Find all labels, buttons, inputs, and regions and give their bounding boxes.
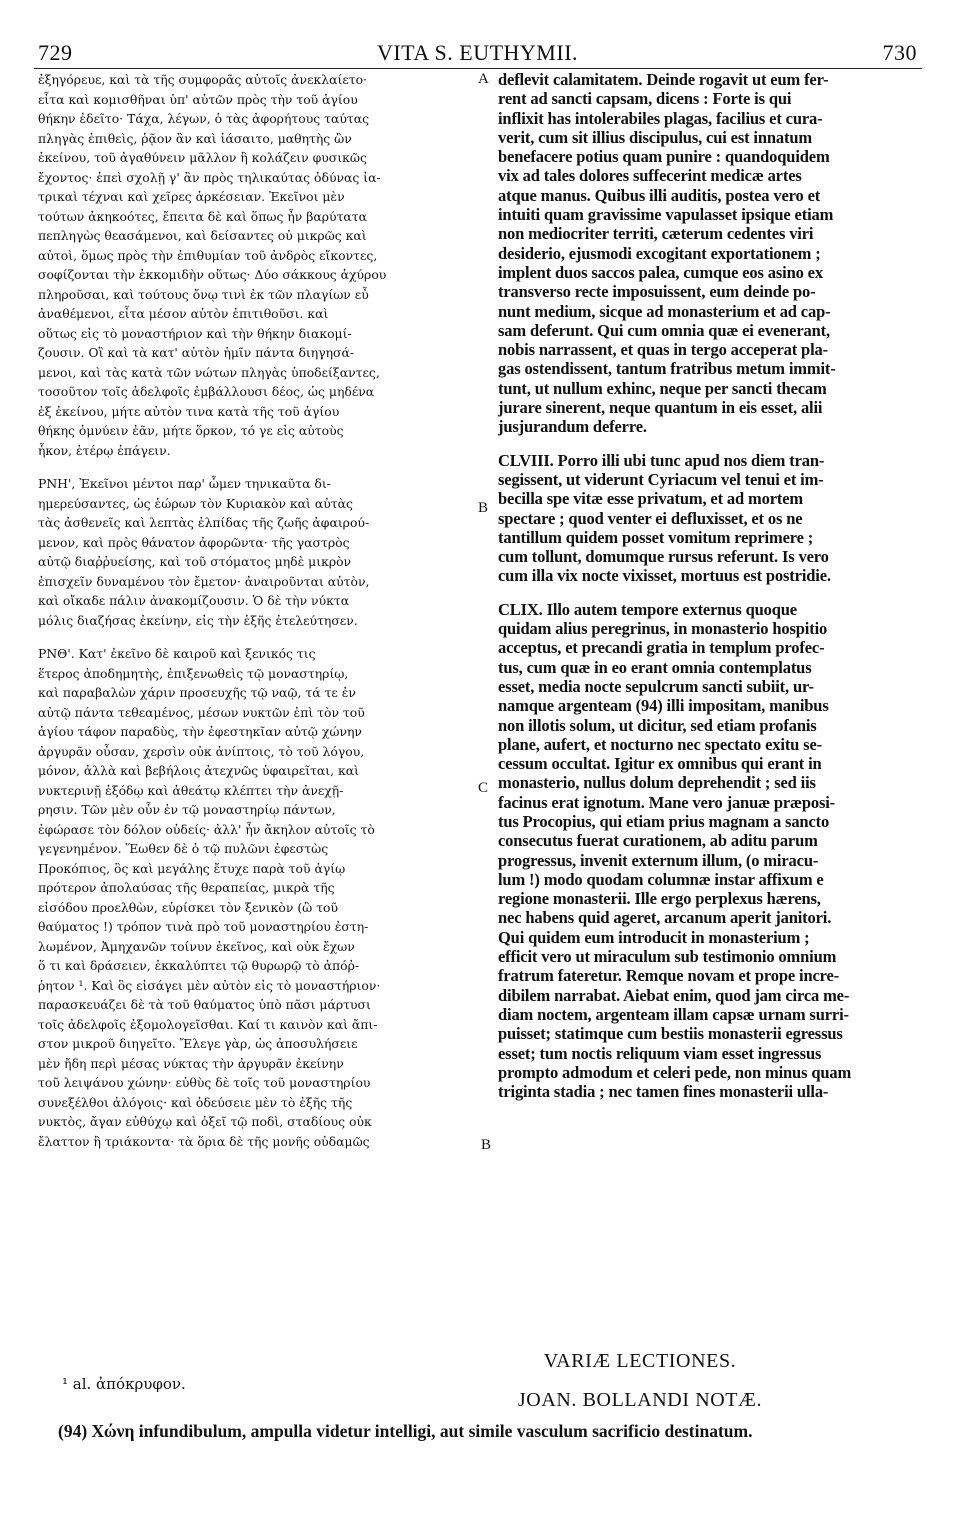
variae-lectiones-heading: VARIÆ LECTIONES. [543, 1350, 737, 1372]
latin-line: segissent, ut viderunt Cyriacum vel tenui et im- [498, 469, 824, 489]
greek-line: μόλις διαζήσας ἐκείνην, εἰς τὴν ἑξῆς ἐτελεύτησεν. [38, 612, 358, 628]
latin-line: deflevit calamitatem. Deinde rogavit ut eum fer- [498, 70, 829, 89]
latin-line: becilla spe vitæ esse privatum, et ad mortem [498, 489, 804, 509]
header-rule [34, 68, 922, 69]
latin-line: namque argenteam (94) illi impositam, manibus [498, 696, 829, 716]
margin-marker-a: A [478, 71, 489, 87]
greek-line: ἐκείνου, τοῦ ἀγαθύνειν μᾶλλον ἢ κολάζειν φυσικῶς [38, 150, 367, 165]
latin-line: plane, aufert, et nocturno nec spectato exitu se- [498, 734, 822, 754]
greek-text-column [38, 70, 476, 1151]
latin-line: sam deferunt. Qui cum omnia quæ ei evenerant, [498, 320, 830, 340]
greek-line: ἀργυρᾶν οὖσαν, χερσὶν οὐκ ἀνίπτοις, τὸ τοῦ λόγου, [38, 743, 365, 759]
greek-line: παρασκευάζει δὲ τὰ τοῦ θαύματος ὑπὸ πᾶσι μάρτυσι [38, 997, 371, 1012]
latin-line: nec habens quid ageret, arcanum aperit janitori. [498, 908, 832, 928]
greek-line: ἔλαττον ἢ τριάκοντα· τὰ ὅρια δὲ τῆς μονῆς οὐδαμῶς [38, 1133, 370, 1149]
latin-line: efficit vero ut miraculum sub testimonio omnium [498, 947, 837, 967]
latin-line: nobis narrassent, et quas in tergo acceperat pla- [498, 340, 828, 360]
latin-line: cessum occultat. Igitur ex omnibus qui erant in [498, 754, 822, 774]
greek-line: ἐξηγόρευε, καὶ τὰ τῆς συμφορᾶς αὐτοῖς ἀνεκλαίετο· [38, 72, 367, 87]
latin-text-column [498, 70, 918, 1101]
greek-line: ἐπισχεῖν δυναμένου τὸν ἔμετον· ἀναιροῦνται αὐτὸν, [38, 573, 370, 589]
latin-line: nunt medium, sicque ad monasterium et ad cap- [498, 301, 831, 321]
greek-line: θήκης ὀμνύειν ἐᾶν, μήτε ὅρκον, τό γε εἰς αὐτοὺς [38, 423, 344, 438]
latin-line: vix ad tales dolores suffecerint medicæ artes [498, 166, 802, 186]
greek-line: θήκην ἐδεῖτο· Τάχα, λέγων, ὁ τὰς ἀφορήτους ταύτας [38, 111, 370, 126]
greek-line: πληγὰς ἐπιθεὶς, ῥᾷον ἂν καὶ ἰάσαιτο, μαθητὴς ὢν [38, 130, 352, 146]
greek-line: Προκόπιος, ὃς καὶ μεγάλης ἔτυχε παρὰ τοῦ ἁγίῳ [38, 860, 346, 876]
greek-line: πρότερον ἀπολαύσας τῆς θεραπείας, μικρὰ τῆς [38, 880, 335, 895]
greek-line: ρησιν. Τῶν μὲν οὖν ἐν τῷ μοναστηρίῳ πάντων, [38, 802, 336, 817]
greek-line: αὐτοὶ, ὅμως πρὸς τὴν ἐπιθυμίαν τοῦ ἀνδρὸς εἴκοντες, [38, 247, 378, 263]
latin-line: benefacere potius quam punire : quandoquidem [498, 147, 830, 167]
latin-line: intuiti quam gravissime vapulasset ipsique etiam [498, 205, 834, 225]
greek-line: πληροῦσαι, καὶ τούτους ὄνῳ τινὶ ἐκ τῶν πλαγίων εὖ [38, 286, 369, 302]
greek-line: στον μικροῦ διηγεῖτο. Ἔλεγε γὰρ, ὡς ἀποσυλήσειε [38, 1036, 358, 1051]
greek-line: τὰς ἀσθενεῖς καὶ λεπτὰς ἐλπίδας τῆς ζωῆς ἀφαιρού- [38, 515, 370, 530]
latin-line: prompto admodum et celeri pede, non minus quam [498, 1062, 852, 1082]
greek-line: ὅ τι καὶ δράσειεν, ἐκκαλύπτει τῷ θυρωρῷ τὸ ἀπόῤ- [38, 958, 360, 973]
latin-line: Qui quidem eum introducit in monasterium ; [498, 927, 810, 947]
greek-line: ἐφώρασε τὸν δόλον οὐδείς· ἀλλ' ἦν ἄκηλον αὐτοῖς τὸ [38, 821, 375, 837]
greek-line: ΡΝΗ', Ἐκεῖνοι μέντοι παρ' ὧμεν τηνικαῦτα δι- [38, 476, 331, 491]
latin-line: rent ad sancti capsam, dicens : Forte is qui [498, 89, 792, 109]
greek-line: ζουσιν. Οἳ καὶ τὰ κατ' αὐτὸν ἡμῖν πάντα διηγησά- [38, 345, 355, 360]
greek-line: μενοι, καὶ τὰς κατὰ τῶν νώτων πληγὰς ὑποδείξαντες, [38, 364, 380, 380]
latin-line: verit, cum sit illius discipulus, cui est innatum [498, 127, 812, 147]
latin-line: spectare ; quod venter ei defluxisset, et os ne [498, 508, 803, 528]
latin-line: gas ostendissent, tantum fratribus metum immit- [498, 359, 836, 379]
paragraph-gap [498, 437, 918, 451]
latin-line: lum !) modo quodam columnæ instar affixum e [498, 869, 824, 889]
latin-line: quidam alius peregrinus, in monasterio hospitio [498, 619, 828, 639]
greek-line: λωμένον, Ἀμηχανῶν τοίνυν ἐκεῖνος, καὶ οὐκ ἔχων [38, 938, 355, 954]
latin-line: esset; tum noctis reliquum viam esset ingressus [498, 1043, 822, 1063]
latin-line: fratrum fateretur. Remque novam et prope incre- [498, 966, 840, 986]
margin-marker-b: B [478, 500, 489, 516]
greek-line: μόνον, ἀλλὰ καὶ βεβήλοις ἀτεχνῶς ὑφαιρεῖται, καὶ [38, 763, 360, 778]
greek-line: σοφίζονται τὴν ἐκκομιδὴν οὕτως· Δύο σάκκους ἀχύρου [38, 267, 387, 282]
greek-line: αὐτῷ διαῤῥυείσης, καὶ τοῦ στόματος μηδὲ μικρὸν [38, 554, 352, 569]
left-page-number: 729 [38, 40, 73, 65]
greek-line: νυκτερινῇ ἐξόδῳ καὶ ἀθεάτῳ κλέπτει τὴν ἀνεχῇ- [38, 782, 344, 798]
greek-line: ἔχοντος· ἐπεὶ σχολῇ γ' ἂν πρὸς τηλικαύτας ὀδύνας ἰα- [38, 169, 381, 185]
latin-line: implent duos saccos palea, cumque eos asino ex [498, 262, 823, 282]
greek-line: ΡΝΘ'. Κατ' ἐκεῖνο δὲ καιροῦ καὶ ξενικός τις [38, 646, 316, 661]
greek-line: καὶ οἴκαδε πάλιν ἀνακομίζουσιν. Ὁ δὲ τὴν νύκτα [38, 593, 350, 608]
greek-line: τοῖς ἀδελφοῖς ἐξομολογεῖσθαι. Καί τι καινὸν καὶ ἄπι- [38, 1016, 378, 1032]
latin-line: jurare sinerent, neque quantum in eis esset, alii [498, 398, 823, 418]
greek-line: τοῦ λειψάνου χώνην· εὐθὺς δὲ τοῖς τοῦ μοναστηρίου [38, 1075, 371, 1090]
paragraph-gap [38, 460, 476, 474]
greek-line: συνεξέλθοι ἀλόγοις· καὶ ὁδεύσειε μὲν τὸ ἐξῆς τῆς [38, 1094, 353, 1110]
greek-line: καὶ παραβαλὼν χάριν προσευχῆς τῷ ναῷ, τά τε ἐν [38, 685, 356, 700]
greek-line: ημερεύσαντες, ὡς ἑώρων τὸν Κυριακὸν καὶ αὐτὰς [38, 495, 353, 511]
paragraph-gap [38, 630, 476, 644]
latin-line: tantillum quidem posset vomitum reprimere ; [498, 527, 814, 547]
latin-line: cum tollunt, domumque rursus referunt. Is vero [498, 547, 829, 567]
latin-line: diam noctem, argenteam illam capsæ urnam surri- [498, 1004, 849, 1024]
greek-line: τοσοῦτον τοῖς ἀδελφοῖς ἐμβάλλουσι δέος, ὡς μηδένα [38, 384, 375, 399]
greek-line: ἐξ ἐκείνου, μήτε αὐτὸν τινα κατὰ τῆς τοῦ ἁγίου [38, 403, 340, 419]
margin-marker-b-second: B [481, 1137, 492, 1153]
latin-line: regione monasterii. Ille ergo perplexus hærens, [498, 889, 821, 909]
latin-line: jusjurandum deferre. [498, 417, 647, 437]
greek-line: ἀναθέμενοι, εἶτα μέσον αὐτὸν ἐπιτιθοῦσι. καὶ [38, 306, 329, 321]
greek-line: μενον, καὶ πρὸς θάνατον ἀφορῶντα· τῆς γαστρὸς [38, 534, 350, 550]
latin-line: non mediocriter territi, cæterum cedentes viri [498, 224, 814, 244]
latin-line: non illotis solum, ut dicitur, sed etiam profanis [498, 715, 817, 735]
right-page-number: 730 [882, 40, 917, 65]
latin-line: tunt, ut nullum exhinc, neque per sancti thecam [498, 378, 827, 398]
margin-marker-c: C [478, 780, 489, 796]
greek-line: μὲν ἤδη περὶ μέσας νύκτας τὴν ἀργυρᾶν ἐκείνην [38, 1055, 344, 1071]
greek-footnote: ¹ al. ἀπόκρυφον. [62, 1375, 186, 1393]
greek-line: νυκτὸς, ἄγαν εὐθύχῳ καὶ ὀξεῖ τῷ ποδὶ, σταδίους οὐκ [38, 1114, 372, 1129]
greek-line: τρικαὶ τέχναι καὶ χεῖρες ἀρκέσειαν. Ἐκεῖνοι μὲν [38, 189, 345, 204]
greek-line: πεπληγὼς θεασάμενοι, καὶ δείσαντες οὐ μικρῶς καὶ [38, 228, 367, 243]
latin-line: progressus, invenit externum illum, (o miracu- [498, 850, 819, 870]
bollandi-notae-heading: JOAN. BOLLANDI NOTÆ. [517, 1389, 763, 1411]
greek-line: ἧκον, ἑτέρῳ ἐπάγειν. [38, 442, 171, 458]
latin-line: tus Procopius, qui etiam prius magnam a sancto [498, 811, 830, 831]
latin-line: puisset; statimque cum bestiis monasterii egressus [498, 1024, 843, 1044]
greek-line: τούτων ἀκηκοότες, ἔπειτα δὲ καὶ ὅπως ἦν βαρύτατα [38, 208, 368, 224]
paragraph-gap [498, 586, 918, 600]
latin-line: triginta stadia ; nec tamen fines monasterii ulla- [498, 1082, 829, 1102]
latin-line: facinus erat ignotum. Mane vero januæ præposi- [498, 792, 835, 812]
latin-line: transverso recte imposuissent, eum deinde po- [498, 282, 816, 302]
latin-line: CLVIII. Porro illi ubi tunc apud nos diem tran- [498, 450, 825, 470]
running-title: VITA S. EUTHYMII. [376, 40, 579, 65]
note-94: (94) Χώνη infundibulum, ampulla videtur intelligi, aut simile vasculum sacrificio destinatum. [58, 1421, 753, 1441]
greek-line: οὕτως εἰς τὸ μοναστήριον καὶ τὴν θήκην διακομί- [38, 325, 352, 341]
greek-line: γεγενημένον. Ἕωθεν δὲ ὁ τῷ πυλῶνι ἐφεστὼς [38, 841, 329, 856]
greek-line: εἶτα καὶ κομισθῆναι ὑπ' αὐτῶν πρὸς τὴν τοῦ ἁγίου [38, 91, 358, 107]
latin-line: atque manus. Quibus illi auditis, postea vero et [498, 185, 821, 205]
latin-line: esset, media nocte sepulcrum sancti subiit, ur- [498, 676, 814, 696]
latin-line: consecutus fuerat curationem, ab aditu parum [498, 831, 818, 851]
latin-line: acceptus, et precandi gratia in templum profec- [498, 638, 825, 658]
greek-line: θαύματος !) τρόπον τινὰ πρὸ τοῦ μοναστηρίου ἐστη- [38, 919, 369, 934]
greek-line: ἁγίου τάφον παραδὺς, τὴν ἐφεστηκῖαν αὐτῷ χώνην [38, 724, 362, 739]
latin-line: cum illa vix nocte vixisset, mortuus est postridie. [498, 566, 831, 586]
greek-line: ῥητον ¹. Καὶ ὃς εἰσάγει μὲν αὐτὸν εἰς τὸ μοναστήριον· [38, 977, 381, 993]
latin-line: tus, cum quæ in eo erant omnia contemplatus [498, 657, 812, 677]
latin-line: CLIX. Illo autem tempore externus quoque [498, 599, 797, 619]
latin-line: monasterio, nullus dolum deprehendit ; sed iis [498, 773, 816, 793]
greek-line: ἕτερος ἀποδημητὴς, ἐπιξενωθεὶς τῷ μοναστηρίῳ, [38, 665, 349, 681]
latin-line: dibilem narrabat. Aiebat enim, quod jam circa me- [498, 985, 850, 1005]
greek-line: αὐτῷ πάντα τεθεαμένος, μέσων νυκτῶν ἐπὶ τὸν τοῦ [38, 704, 365, 720]
greek-line: εἰσόδου προελθὼν, εὑρίσκει τὸν ξενικὸν (ὢ τοῦ [38, 899, 339, 915]
latin-line: inflixit has intolerabiles plagas, facilius et cura- [498, 108, 823, 128]
latin-line: desiderio, ejusmodi excogitant exportationem ; [498, 243, 821, 263]
